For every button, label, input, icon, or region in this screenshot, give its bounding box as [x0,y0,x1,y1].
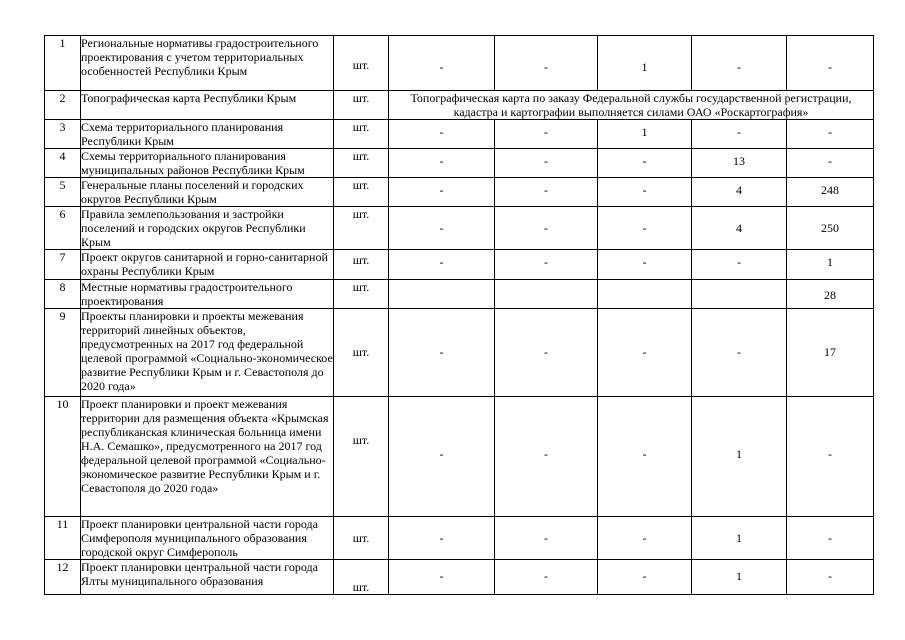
row-value-text: - [544,60,548,74]
row-value-text: - [642,154,647,168]
row-value-text: - [544,154,548,168]
row-value-text: - [439,125,444,139]
row-value-col3 [598,517,692,560]
row-value-col4 [692,560,787,595]
row-value-col5 [787,36,874,91]
row-value-text: - [737,255,741,269]
planning-documents-table [44,35,874,595]
row-value-text: - [828,125,832,139]
row-value-col2 [495,280,598,309]
row-value-col5 [787,207,874,250]
row-number: 6 [45,207,81,250]
row-value-col3 [598,207,692,250]
row-value-col2 [495,36,598,91]
table-row [45,36,874,91]
row-value-col4 [692,309,787,397]
row-name: Топографическая карта Республики Крым [81,91,334,120]
row-unit [334,91,389,120]
row-name: Проект округов санитарной и горно-санитарной охраны Республики Крым [81,250,334,280]
row-note: Топографическая карта по заказу Федеральной службы государственной регистрации, кадастра и картографии выполняется силами ОАО «Роскартография» [389,91,874,120]
row-number: 9 [45,309,81,397]
row-value-text: 17 [824,345,836,359]
row-name: Местные нормативы градостроительного проектирования [81,280,334,309]
row-number: 12 [45,560,81,595]
table-row [45,178,874,207]
row-value-col3 [598,397,692,517]
row-value-col5 [787,560,874,595]
row-number: 3 [45,120,81,149]
table-row [45,91,874,120]
row-value-col1 [389,207,495,250]
row-number: 8 [45,280,81,309]
row-value-text: - [642,255,647,269]
row-value-text [389,280,494,288]
row-value-text: - [737,125,741,139]
row-value-text: 28 [824,288,836,302]
row-value-text: - [737,345,741,359]
row-unit [334,517,389,560]
table-row [45,560,874,595]
row-value-text: 250 [821,221,839,235]
row-value-text: 1 [641,60,648,74]
row-unit-text: шт. [352,149,370,163]
table-body [45,36,874,595]
row-value-text: - [544,183,548,197]
row-number: 11 [45,517,81,560]
row-name: Проект планировки центральной части города Симферополя муниципального образования городской округ Симферополь [81,517,334,560]
table-row [45,309,874,397]
row-value-text: - [642,447,647,461]
table-row [45,207,874,250]
row-value-col2 [495,397,598,517]
row-value-col3 [598,280,692,309]
row-value-col2 [495,309,598,397]
row-value-col4 [692,149,787,178]
row-unit-text: шт. [352,207,370,221]
row-unit [334,36,389,91]
row-value-col1 [389,36,495,91]
row-value-col1 [389,149,495,178]
row-unit [334,560,389,595]
row-value-text: 4 [736,221,742,235]
row-value-col4 [692,120,787,149]
row-value-col5 [787,149,874,178]
row-value-col1 [389,397,495,517]
table-row [45,517,874,560]
row-unit-text: шт. [352,91,370,105]
row-name: Схемы территориального планирования муниципальных районов Республики Крым [81,149,334,178]
row-value-col2 [495,560,598,595]
row-unit [334,250,389,280]
row-value-text: - [439,569,444,583]
row-value-text [598,280,691,288]
row-value-text: 1 [736,531,742,545]
row-value-col3 [598,250,692,280]
row-value-text: 13 [733,154,745,168]
row-value-text: 248 [821,183,839,197]
row-value-text: - [439,531,444,545]
row-value-text: - [642,221,647,235]
row-value-col4 [692,178,787,207]
row-value-text: - [828,531,832,545]
row-value-col3 [598,560,692,595]
row-value-text: - [544,531,548,545]
row-value-col5 [787,517,874,560]
row-value-text: - [439,221,444,235]
row-name: Проект планировки и проект межевания территории для размещения объекта «Крымская республиканская клиническая больница имени Н.А. Семашко», предусмотренного на 2017 год федеральной целевой программой «Социально-экономическое развитие Республики Крым и г. Севастополя до 2020 года» [81,397,334,517]
row-unit [334,397,389,517]
row-value-col3 [598,36,692,91]
table-row [45,120,874,149]
row-value-col2 [495,250,598,280]
table-row [45,250,874,280]
row-value-col3 [598,149,692,178]
row-unit-text: шт. [352,178,370,192]
row-value-text: - [737,60,741,74]
row-value-col4 [692,207,787,250]
row-value-text: 1 [736,447,742,461]
row-value-col4 [692,36,787,91]
row-value-col1 [389,250,495,280]
row-unit-text: шт. [352,280,370,294]
row-value-text: - [642,183,647,197]
row-value-col5 [787,280,874,309]
row-unit-text: шт. [352,58,370,72]
table-row [45,149,874,178]
row-value-col5 [787,309,874,397]
row-value-text: - [544,255,548,269]
row-value-col2 [495,517,598,560]
row-value-text: - [439,345,444,359]
row-value-text: - [544,569,548,583]
row-value-col2 [495,120,598,149]
row-value-text: - [642,569,647,583]
row-value-text: - [439,255,444,269]
row-value-col5 [787,397,874,517]
row-unit-text: шт. [352,531,370,545]
row-value-col2 [495,207,598,250]
row-value-text: - [439,154,444,168]
row-value-text: - [642,531,647,545]
row-name: Проекты планировки и проекты межевания территорий линейных объектов, предусмотренных на 2017 год федеральной целевой программой «Социально-экономическое развитие Республики Крым и г. Севастополя до 2020 года» [81,309,334,397]
row-number: 1 [45,36,81,91]
row-number: 7 [45,250,81,280]
row-value-text: - [828,569,832,583]
row-value-col4 [692,280,787,309]
row-value-text: - [544,221,548,235]
row-name: Проект планировки центральной части города Ялты муниципального образования [81,560,334,595]
row-value-col2 [495,178,598,207]
row-value-text: 1 [827,255,833,269]
row-value-col3 [598,178,692,207]
row-value-col1 [389,517,495,560]
row-value-text [692,280,786,288]
row-value-col2 [495,149,598,178]
row-unit-text: шт. [352,120,370,134]
row-value-text: - [642,345,647,359]
row-number: 2 [45,91,81,120]
row-value-col3 [598,309,692,397]
row-value-col5 [787,178,874,207]
row-value-text: 1 [736,569,742,583]
row-name: Региональные нормативы градостроительного проектирования с учетом территориальных особенностей Республики Крым [81,36,334,91]
row-value-col1 [389,280,495,309]
row-unit [334,178,389,207]
row-name: Схема территориального планирования Республики Крым [81,120,334,149]
row-unit-text: шт. [352,580,370,594]
row-value-text: - [439,183,444,197]
row-value-text: 1 [641,125,648,139]
row-value-text: - [828,154,832,168]
row-value-col3 [598,120,692,149]
row-value-col1 [389,309,495,397]
row-value-text: - [544,345,548,359]
table-row [45,397,874,517]
row-unit [334,309,389,397]
row-value-text: - [544,447,548,461]
row-value-col5 [787,120,874,149]
row-value-col1 [389,120,495,149]
row-unit-text: шт. [352,433,370,447]
row-unit [334,280,389,309]
row-number: 10 [45,397,81,517]
row-unit [334,207,389,250]
table-row [45,280,874,309]
row-unit-text: шт. [352,253,370,267]
row-number: 5 [45,178,81,207]
row-value-col1 [389,178,495,207]
row-name: Правила землепользования и застройки поселений и городских округов Республики Крым [81,207,334,250]
row-value-col4 [692,517,787,560]
row-value-col5 [787,250,874,280]
row-value-text: - [544,125,548,139]
row-value-text [495,280,597,288]
row-unit [334,120,389,149]
row-unit-text: шт. [352,345,370,359]
row-value-text: - [439,447,444,461]
row-number: 4 [45,149,81,178]
row-unit [334,149,389,178]
row-value-col4 [692,250,787,280]
row-value-text: - [828,447,832,461]
row-value-text: - [828,60,832,74]
row-value-col4 [692,397,787,517]
row-value-col1 [389,560,495,595]
row-name: Генеральные планы поселений и городских округов Республики Крым [81,178,334,207]
row-value-text: - [439,60,444,74]
row-value-text: 4 [736,183,742,197]
